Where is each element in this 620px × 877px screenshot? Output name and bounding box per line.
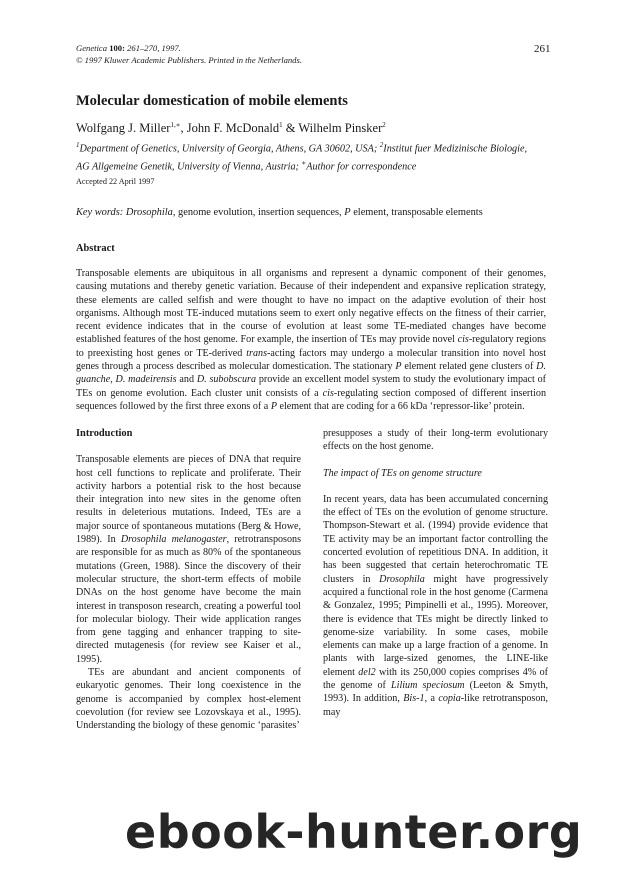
journal-citation: Genetica 100: 261–270, 1997. © 1997 Kluwer Academic Publishers. Printed in the Netherlands. — [76, 43, 302, 65]
impact-paragraph: In recent years, data has been accumulated concerning the effect of TEs on the evolution of genome structure. Thompson-Stewart et al. (1994) provide evidence that TE activity may be an important factor controlling the concerted evolution of repetitious DNA. In addition, it has been suggested that certain heterochromatic TE clusters in Drosophila might have progressively acquired a functional role in the host genome (Carmena & Gonzalez, 1995; Pimpinelli et al., 1995). Moreover, there is evidence that TEs might be directly linked to genome-size variability. In some cases, mobile elements can make up a large fraction of a genome. In plants with large-sized genomes, the LINE-like element del2 with its 250,000 copies comprises 4% of the genome of Lilium speciosum (Leeton & Smyth, 1993). In addition, Bis-1, a copia-like retrotransposon, may — [323, 493, 549, 718]
article-title: Molecular domestication of mobile elements — [76, 93, 348, 109]
intro-paragraph-2: TEs are abundant and ancient components of eukaryotic genomes. Their long coexistence in the genome is accompanied by complex host-element coevolution (for review see Lozovskaya et al., 1995). Understanding the biology of these genomic ‘parasites’ — [76, 667, 301, 732]
left-column — [76, 427, 301, 733]
abstract-text: Transposable elements are ubiquitous in all organisms and represent a dynamic component of their genomes, causing mutations and thereby genetic variation. Because of their independent and expansive replication strategy, these elements are called selfish and were thought to have no impact on the adaptive evolution of their host organisms. Although most TE-induced mutations seem to exert only negative effects on the fitness of their carrier, recent evidence indicates that in the course of evolution at least some TE-mediated changes have become established features of the host genome. For example, the insertion of TEs may provide novel cis-regulatory regions to preexisting host genes or TE-derived trans-acting factors may undergo a molecular transition into novel host genes through a process described as molecular domestication. The stationary P element related gene clusters of D. guanche, D. madeirensis and D. subobscura provide an excellent model system to study the evolutionary impact of TEs on genome evolution. Each cluster unit consists of a cis-regulating section composed of different insertion sequences followed by the first three exons of a P element that are coding for a 66 kDa ‘repressor-like’ protein. — [76, 268, 547, 412]
accepted-date: Accepted 22 April 1997 — [76, 177, 155, 186]
right-column — [323, 427, 548, 719]
intro-continuation: presupposes a study of their long-term evolutionary effects on the host genome. — [323, 428, 548, 453]
watermark: ebook-hunter.org — [125, 805, 583, 859]
introduction-heading: Introduction — [76, 428, 133, 439]
page-number: 261 — [534, 43, 551, 55]
impact-subheading: The impact of TEs on genome structure — [323, 467, 482, 479]
abstract-heading: Abstract — [76, 243, 115, 254]
keywords: Key words: Drosophila, genome evolution, insertion sequences, P element, transposable elements — [76, 207, 483, 218]
author-list: Wolfgang J. Miller$^{1,∗}$, John F. McDonald$^1$ & Wilhelm Pinsker$^2$ — [76, 121, 386, 136]
intro-paragraph-1: Transposable elements are pieces of DNA that require host cell functions to replicate and proliferate. Their activity harbors a potential risk to the host because their integration into new sites in the genome often results in deleterious mutations. Indeed, TEs are a major source of spontaneous mutations (Berg & Howe, 1989). In Drosophila melanogaster, retrotransposons are responsible for as much as 80% of the spontaneous mutations (Green, 1988). Since the discovery of their molecular structure, the short-term effects of mobile DNAs on the host genome have become the main interest in transposon research, creating a powerful tool for molecular biology. Their wide application ranges from gene tagging and enhancer trapping to site-directed mutagenesis (for review see Kaiser et al., 1995). — [76, 454, 302, 665]
copyright-line: © 1997 Kluwer Academic Publishers. Printed in the Netherlands. — [76, 54, 302, 65]
affiliations: $^1$Department of Genetics, University of Georgia, Athens, GA 30602, USA; $^2$Institut fuer Medizinische Biologie, AG Allgemeine Genetik, University of Vienna, Austria; ∗Author for correspondence — [76, 141, 528, 173]
